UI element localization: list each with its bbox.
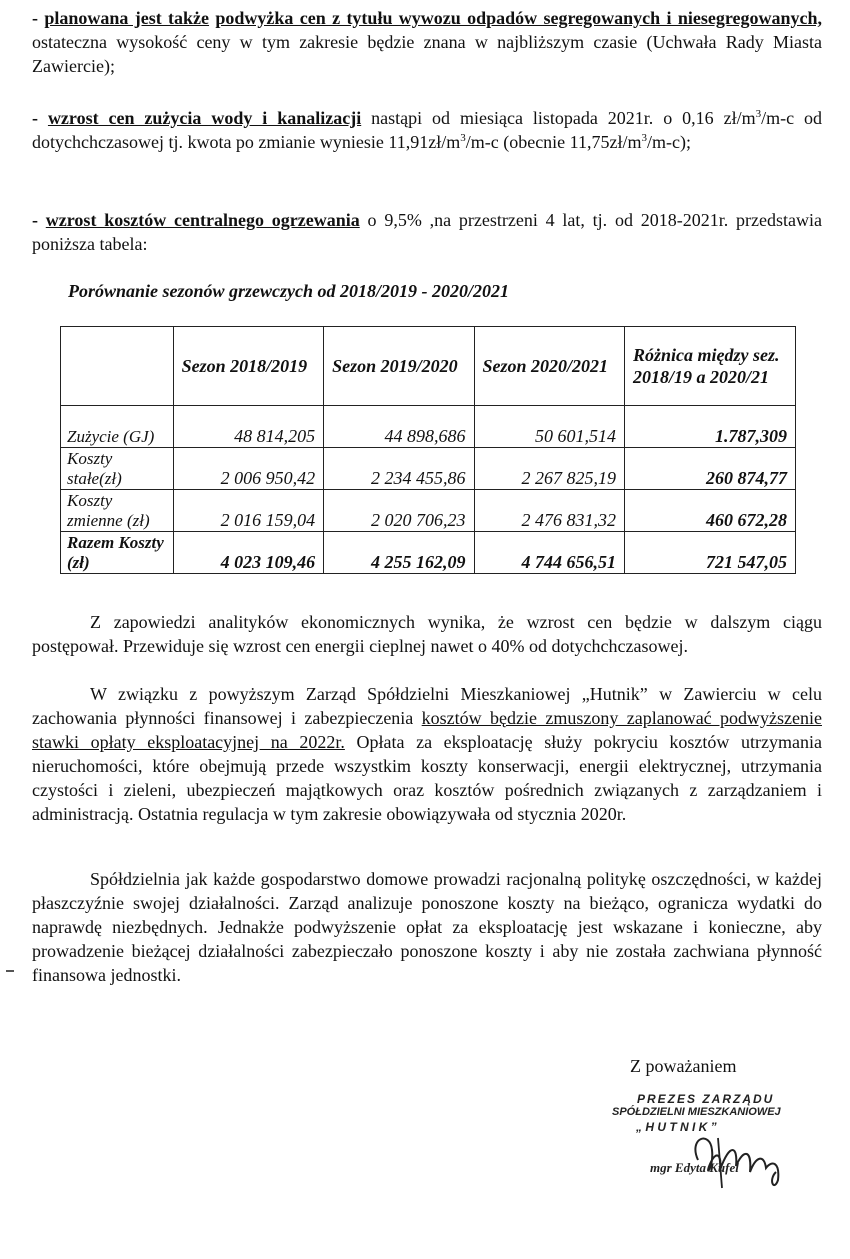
table-row <box>61 490 796 532</box>
superscript: 3 <box>641 132 647 144</box>
paragraph-water-fees <box>32 106 822 154</box>
body-text: /m-c); <box>647 132 691 152</box>
stamp-name: mgr Edyta Kufel <box>650 1160 739 1175</box>
stamp-line: „ H U T N I K ” <box>636 1120 717 1134</box>
table-cell: 2 267 825,19 <box>474 448 624 490</box>
paragraph-forecast: Z zapowiedzi analityków ekonomicznych wynika, że wzrost cen będzie w dalszym ciągu postępował. Przewiduje się wzrost cen energii cieplnej nawet o 40% od dotychchczasowej. <box>32 612 822 656</box>
row-label: Koszty stałe(zł) <box>61 448 174 490</box>
closing-salutation: Z poważaniem <box>630 1056 737 1076</box>
paragraph-fee-increase <box>32 682 822 826</box>
table-cell: 2 020 706,23 <box>324 490 474 532</box>
bullet-dash: - <box>32 108 48 128</box>
header-cell: Sezon 2020/2021 <box>474 327 624 406</box>
table-caption: Porównanie sezonów grzewczych od 2018/2019 - 2020/2021 <box>68 281 510 301</box>
table-cell: 44 898,686 <box>324 406 474 448</box>
table-cell: 48 814,205 <box>173 406 323 448</box>
table-cell: 2 476 831,32 <box>474 490 624 532</box>
superscript: 3 <box>755 108 762 120</box>
emphasis-text: podwyżka cen z tytułu wywozu odpadów segregowanych i niesegregowanych, <box>215 8 823 28</box>
table-cell: 2 234 455,86 <box>324 448 474 490</box>
bullet-dash: - <box>32 210 46 230</box>
body-text: /m-c (obecnie 11,75zł/m <box>465 132 642 152</box>
body-text: W związku z powyższym Zarząd Spółdzielni Mieszkaniowej „Hutnik” w Zawierciu w celu zachowania płynności finansowej i zabezpieczenia <box>32 684 822 728</box>
body-text: ostateczna wysokość ceny w tym zakresie będzie znana w najbliższym czasie (Uchwała Rady Miasta Zawiercie); <box>32 32 822 76</box>
table-row <box>61 448 796 490</box>
stamp-line: SPÓŁDZIELNI MIESZKANIOWEJ <box>612 1106 781 1118</box>
body-text: Opłata za eksploatację służy pokryciu kosztów utrzymania nieruchomości, które obejmują przede wszystkim koszty konserwacji, energii elektrycznej, utrzymania czystości i zieleni, ubezpieczeń majątkowych oraz kosztów pośrednich związanych z zarządzaniem i administracją. Ostatnia regulacja w tym zakresie obowiązywała od stycznia 2020r. <box>32 732 822 824</box>
row-label: Koszty zmienne (zł) <box>61 490 174 532</box>
header-cell <box>61 327 174 406</box>
table-cell: 4 255 162,09 <box>324 532 474 574</box>
table-cell: 50 601,514 <box>474 406 624 448</box>
paragraph-waste-fees <box>32 6 822 78</box>
table-cell: 1.787,309 <box>625 406 796 448</box>
signature-image <box>660 1120 810 1195</box>
heating-seasons-table <box>60 326 796 574</box>
table-header-row <box>61 327 796 406</box>
emphasis-text: planowana jest także <box>44 8 210 28</box>
row-label: Razem Koszty (zł) <box>61 532 174 574</box>
table-row-total <box>61 532 796 574</box>
header-cell: Sezon 2019/2020 <box>324 327 474 406</box>
body-text: o 9,5% ,na przestrzeni 4 lat, tj. od 2018-2021r. przedstawia poniższa tabela: <box>32 210 822 254</box>
table-cell: 721 547,05 <box>625 532 796 574</box>
emphasis-text: kosztów będzie zmuszony zaplanować podwyższenie stawki opłaty eksploatacyjnej na 2022r. <box>32 708 822 752</box>
margin-mark <box>6 970 14 972</box>
table-cell: 4 744 656,51 <box>474 532 624 574</box>
table-cell: 2 016 159,04 <box>173 490 323 532</box>
table-cell: 4 023 109,46 <box>173 532 323 574</box>
paragraph-savings-policy: Spółdzielnia jak każde gospodarstwo domowe prowadzi racjonalną politykę oszczędności, w każdej płaszczyźnie swojej działalności. Zarząd analizuje ponoszone koszty na bieżąco, ogranicza wydatki do naprawdę niezbędnych. Jednakże podwyższenie opłat za eksploatację jest wskazane i konieczne, aby prowadzenie bieżącej działalności zabezpieczało ponoszone koszty i aby nie została zachwiana płynność finansowa jednostki. <box>32 869 822 985</box>
table-row <box>61 406 796 448</box>
table-cell: 2 006 950,42 <box>173 448 323 490</box>
stamp-line: PREZES ZARZĄDU <box>637 1092 775 1106</box>
row-label: Zużycie (GJ) <box>61 406 174 448</box>
table-cell: 260 874,77 <box>625 448 796 490</box>
header-cell: Różnica między sez. 2018/19 a 2020/21 <box>625 327 796 406</box>
superscript: 3 <box>460 132 466 144</box>
emphasis-text: wzrost kosztów centralnego ogrzewania <box>45 210 360 230</box>
paragraph-heating-costs <box>32 208 822 256</box>
emphasis-text: wzrost cen zużycia wody i kanalizacji <box>47 108 362 128</box>
table-cell: 460 672,28 <box>625 490 796 532</box>
body-text: nastąpi od miesiąca listopada 2021r. o 0,16 zł/m <box>361 108 756 128</box>
bullet-dash: - <box>32 8 45 28</box>
signature-stroke <box>695 1139 778 1186</box>
body-text: /m-c od dotychchczasowej tj. kwota po zmianie wyniesie 11,91zł/m <box>32 108 822 152</box>
header-cell: Sezon 2018/2019 <box>173 327 323 406</box>
